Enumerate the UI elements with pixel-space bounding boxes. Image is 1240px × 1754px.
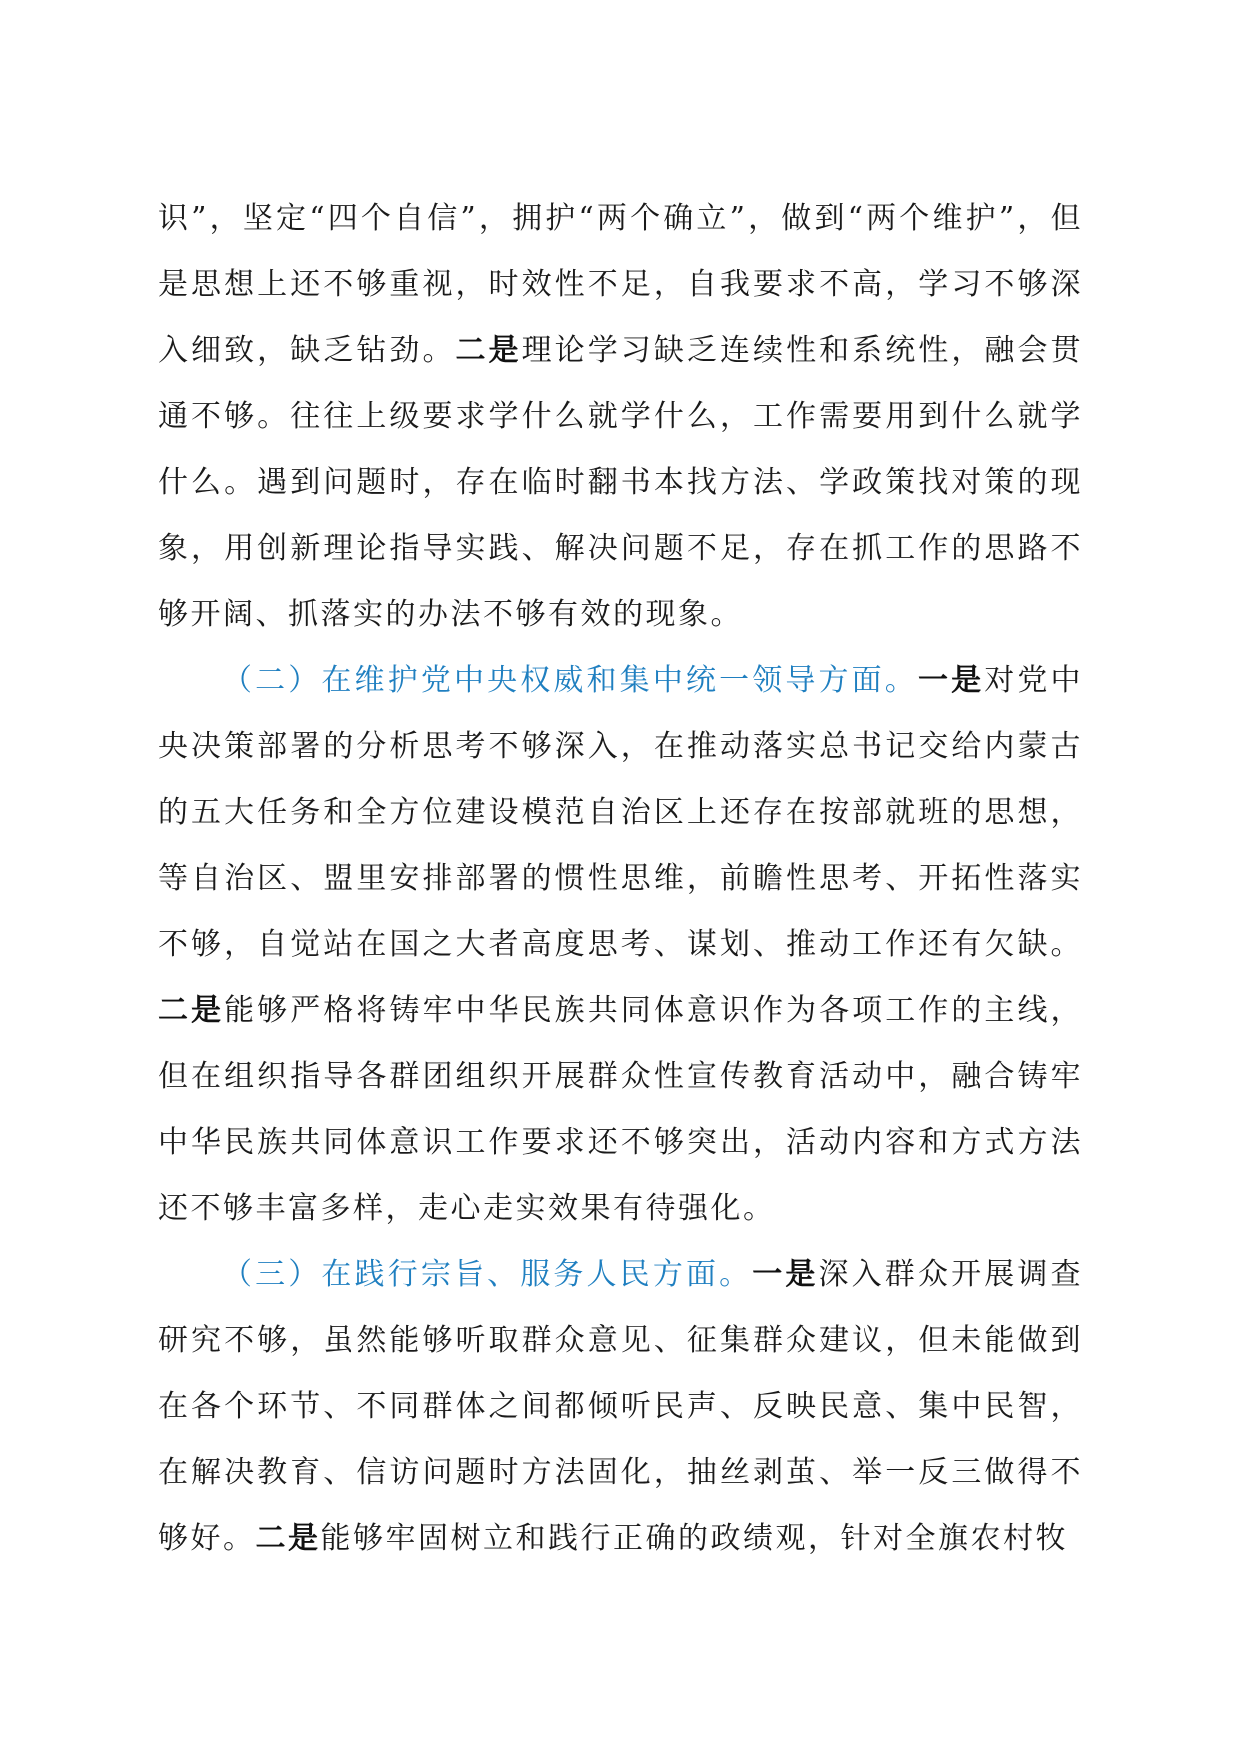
section-heading-2: （二）在维护党中央权威和集中统一领导方面。 bbox=[222, 663, 918, 698]
document-body bbox=[158, 186, 1083, 1572]
paragraph-3-marker-er-shi: 二是 bbox=[255, 1521, 321, 1556]
paragraph-2-text-1: 对党中央决策部署的分析思考不够深入，在推动落实总书记交给内蒙古的五大任务和全方位建设模范自治区上还存在按部就班的思想，等自治区、盟里安排部署的惯性思维，前瞻性思考、开拓性落实不够，自觉站在国之大者高度思考、谋划、推动工作还有欠缺。 bbox=[158, 663, 1084, 962]
paragraph-3-text-2: 能够牢固树立和践行正确的政绩观，针对全旗农村牧 bbox=[320, 1521, 1068, 1556]
paragraph-1-text-2: 理论学习缺乏连续性和系统性，融会贯通不够。往往上级要求学什么就学什么，工作需要用到什么就学什么。遇到问题时，存在临时翻书本找方法、学政策找对策的现象，用创新理论指导实践、解决问题不足，存在抓工作的思路不够开阔、抓落实的办法不够有效的现象。 bbox=[158, 333, 1084, 632]
section-heading-3: （三）在践行宗旨、服务人民方面。 bbox=[222, 1257, 753, 1292]
paragraph-section-2 bbox=[158, 648, 1083, 1242]
paragraph-3-marker-yi-shi: 一是 bbox=[752, 1257, 819, 1292]
paragraph-1-marker-er-shi: 二是 bbox=[455, 333, 522, 368]
paragraph-3-text-1: 深入群众开展调查研究不够，虽然能够听取群众意见、征集群众建议，但未能做到在各个环节、不同群体之间都倾听民声、反映民意、集中民智，在解决教育、信访问题时方法固化，抽丝剥茧、举一反三做得不够好。 bbox=[158, 1257, 1084, 1556]
paragraph-2-marker-er-shi: 二是 bbox=[158, 993, 225, 1028]
paragraph-2-marker-yi-shi: 一是 bbox=[917, 663, 985, 698]
paragraph-2-text-2: 能够严格将铸牢中华民族共同体意识作为各项工作的主线，但在组织指导各群团组织开展群众性宣传教育活动中，融合铸牢中华民族共同体意识工作要求还不够突出，活动内容和方式方法还不够丰富多样，走心走实效果有待强化。 bbox=[158, 993, 1084, 1226]
paragraph-section-3 bbox=[158, 1242, 1083, 1572]
paragraph-continuation bbox=[158, 186, 1083, 648]
paragraph-1-text-1: 识”，坚定“四个自信”，拥护“两个确立”，做到“两个维护”，但是思想上还不够重视，时效性不足，自我要求不高，学习不够深入细致，缺乏钻劲。 bbox=[158, 201, 1083, 368]
